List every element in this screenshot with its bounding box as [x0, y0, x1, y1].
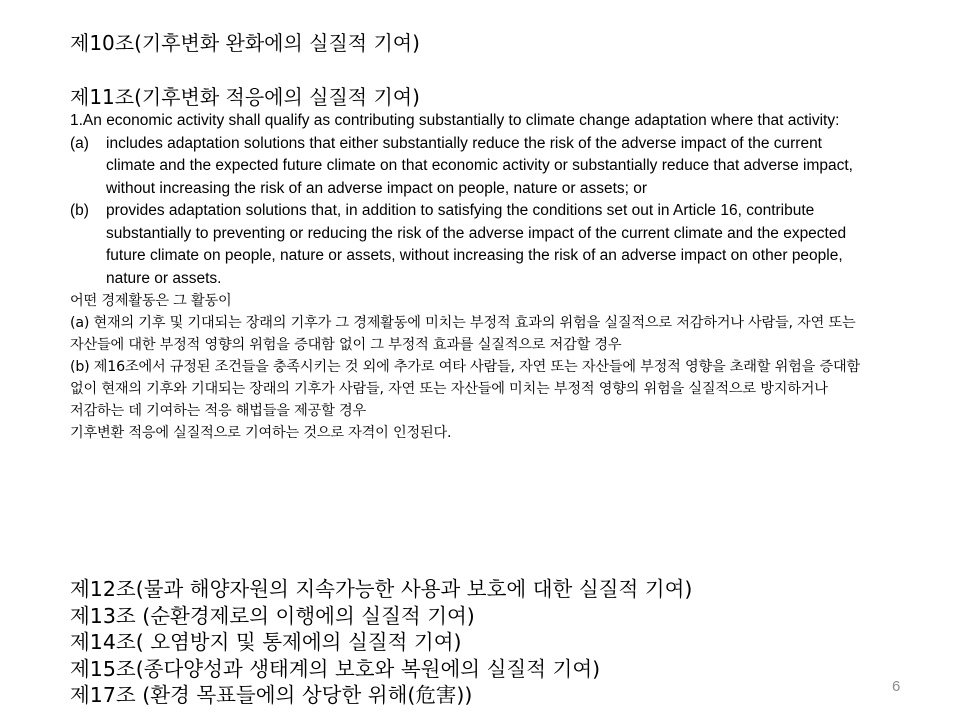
more-article-titles: [70, 576, 692, 709]
article-11-body: [70, 110, 860, 444]
article-12-title: 제12조(물과 해양자원의 지속가능한 사용과 보호에 대한 실질적 기여): [70, 577, 693, 601]
english-item-a-text: includes adaptation solutions that either substantially reduce the risk of the adverse impact of the current climate and the expected future climate on that economic activity or substantially reduce that adverse impact, without increasing the risk of an adverse impact on people, nature or assets; or: [106, 134, 853, 197]
article-11-title: 제11조(기후변화 적응에의 실질적 기여): [70, 85, 420, 109]
korean-item-a: (a) 현재의 기후 및 기대되는 장래의 기후가 그 경제활동에 미치는 부정적 효과의 위험을 실질적으로 저감하거나 사람들, 자연 또는 자산들에 대한 부정적 영향의 위험을 증대함 없이 그 부정적 효과를 실질적으로 저감할 경우: [70, 315, 856, 353]
korean-intro: 어떤 경제활동은 그 활동이: [70, 293, 232, 309]
english-item-b-text: provides adaptation solutions that, in addition to satisfying the conditions set out in Article 16, contribute substantially to preventing or reducing the risk of the adverse impact of the current climate and the expected future climate on people, nature or assets, without increasing the risk of an adverse impact on other people, nature or assets.: [106, 202, 847, 287]
english-item-b: [70, 200, 860, 290]
article-15-title: 제15조(종다양성과 생태계의 보호와 복원에의 실질적 기여): [70, 656, 601, 681]
english-item-a-label: (a): [70, 134, 89, 152]
article-13-title: 제13조 (순환경제로의 이행에의 실질적 기여): [70, 603, 475, 628]
article-14-title: 제14조( 오염방지 및 통제에의 실질적 기여): [70, 630, 462, 654]
article-10-title: 제10조(기후변화 완화에의 실질적 기여): [70, 31, 420, 55]
english-item-b-label: (b): [70, 202, 89, 219]
article-17-title: 제17조 (환경 목표들에의 상당한 위해(危害)): [70, 683, 473, 707]
english-item-a: [70, 133, 860, 201]
korean-conclusion: 기후변환 적응에 실질적으로 기여하는 것으로 자격이 인정된다.: [70, 425, 452, 441]
page-number: 6: [892, 678, 901, 695]
english-intro: 1.An economic activity shall qualify as contributing substantially to climate change adaptation where that activity:: [70, 112, 840, 129]
korean-item-b: (b) 제16조에서 규정된 조건들을 충족시키는 것 외에 추가로 여타 사람들, 자연 또는 자산들에 부정적 영향을 초래할 위험을 증대함 없이 현재의 기후와 기대되는 장래의 기후가 사람들, 자연 또는 자산들에 미치는 부정적 영향의 위험을 실질적으로 방지하거나 저감하는 데 기여하는 적응 해법들을 제공할 경우: [70, 359, 860, 419]
